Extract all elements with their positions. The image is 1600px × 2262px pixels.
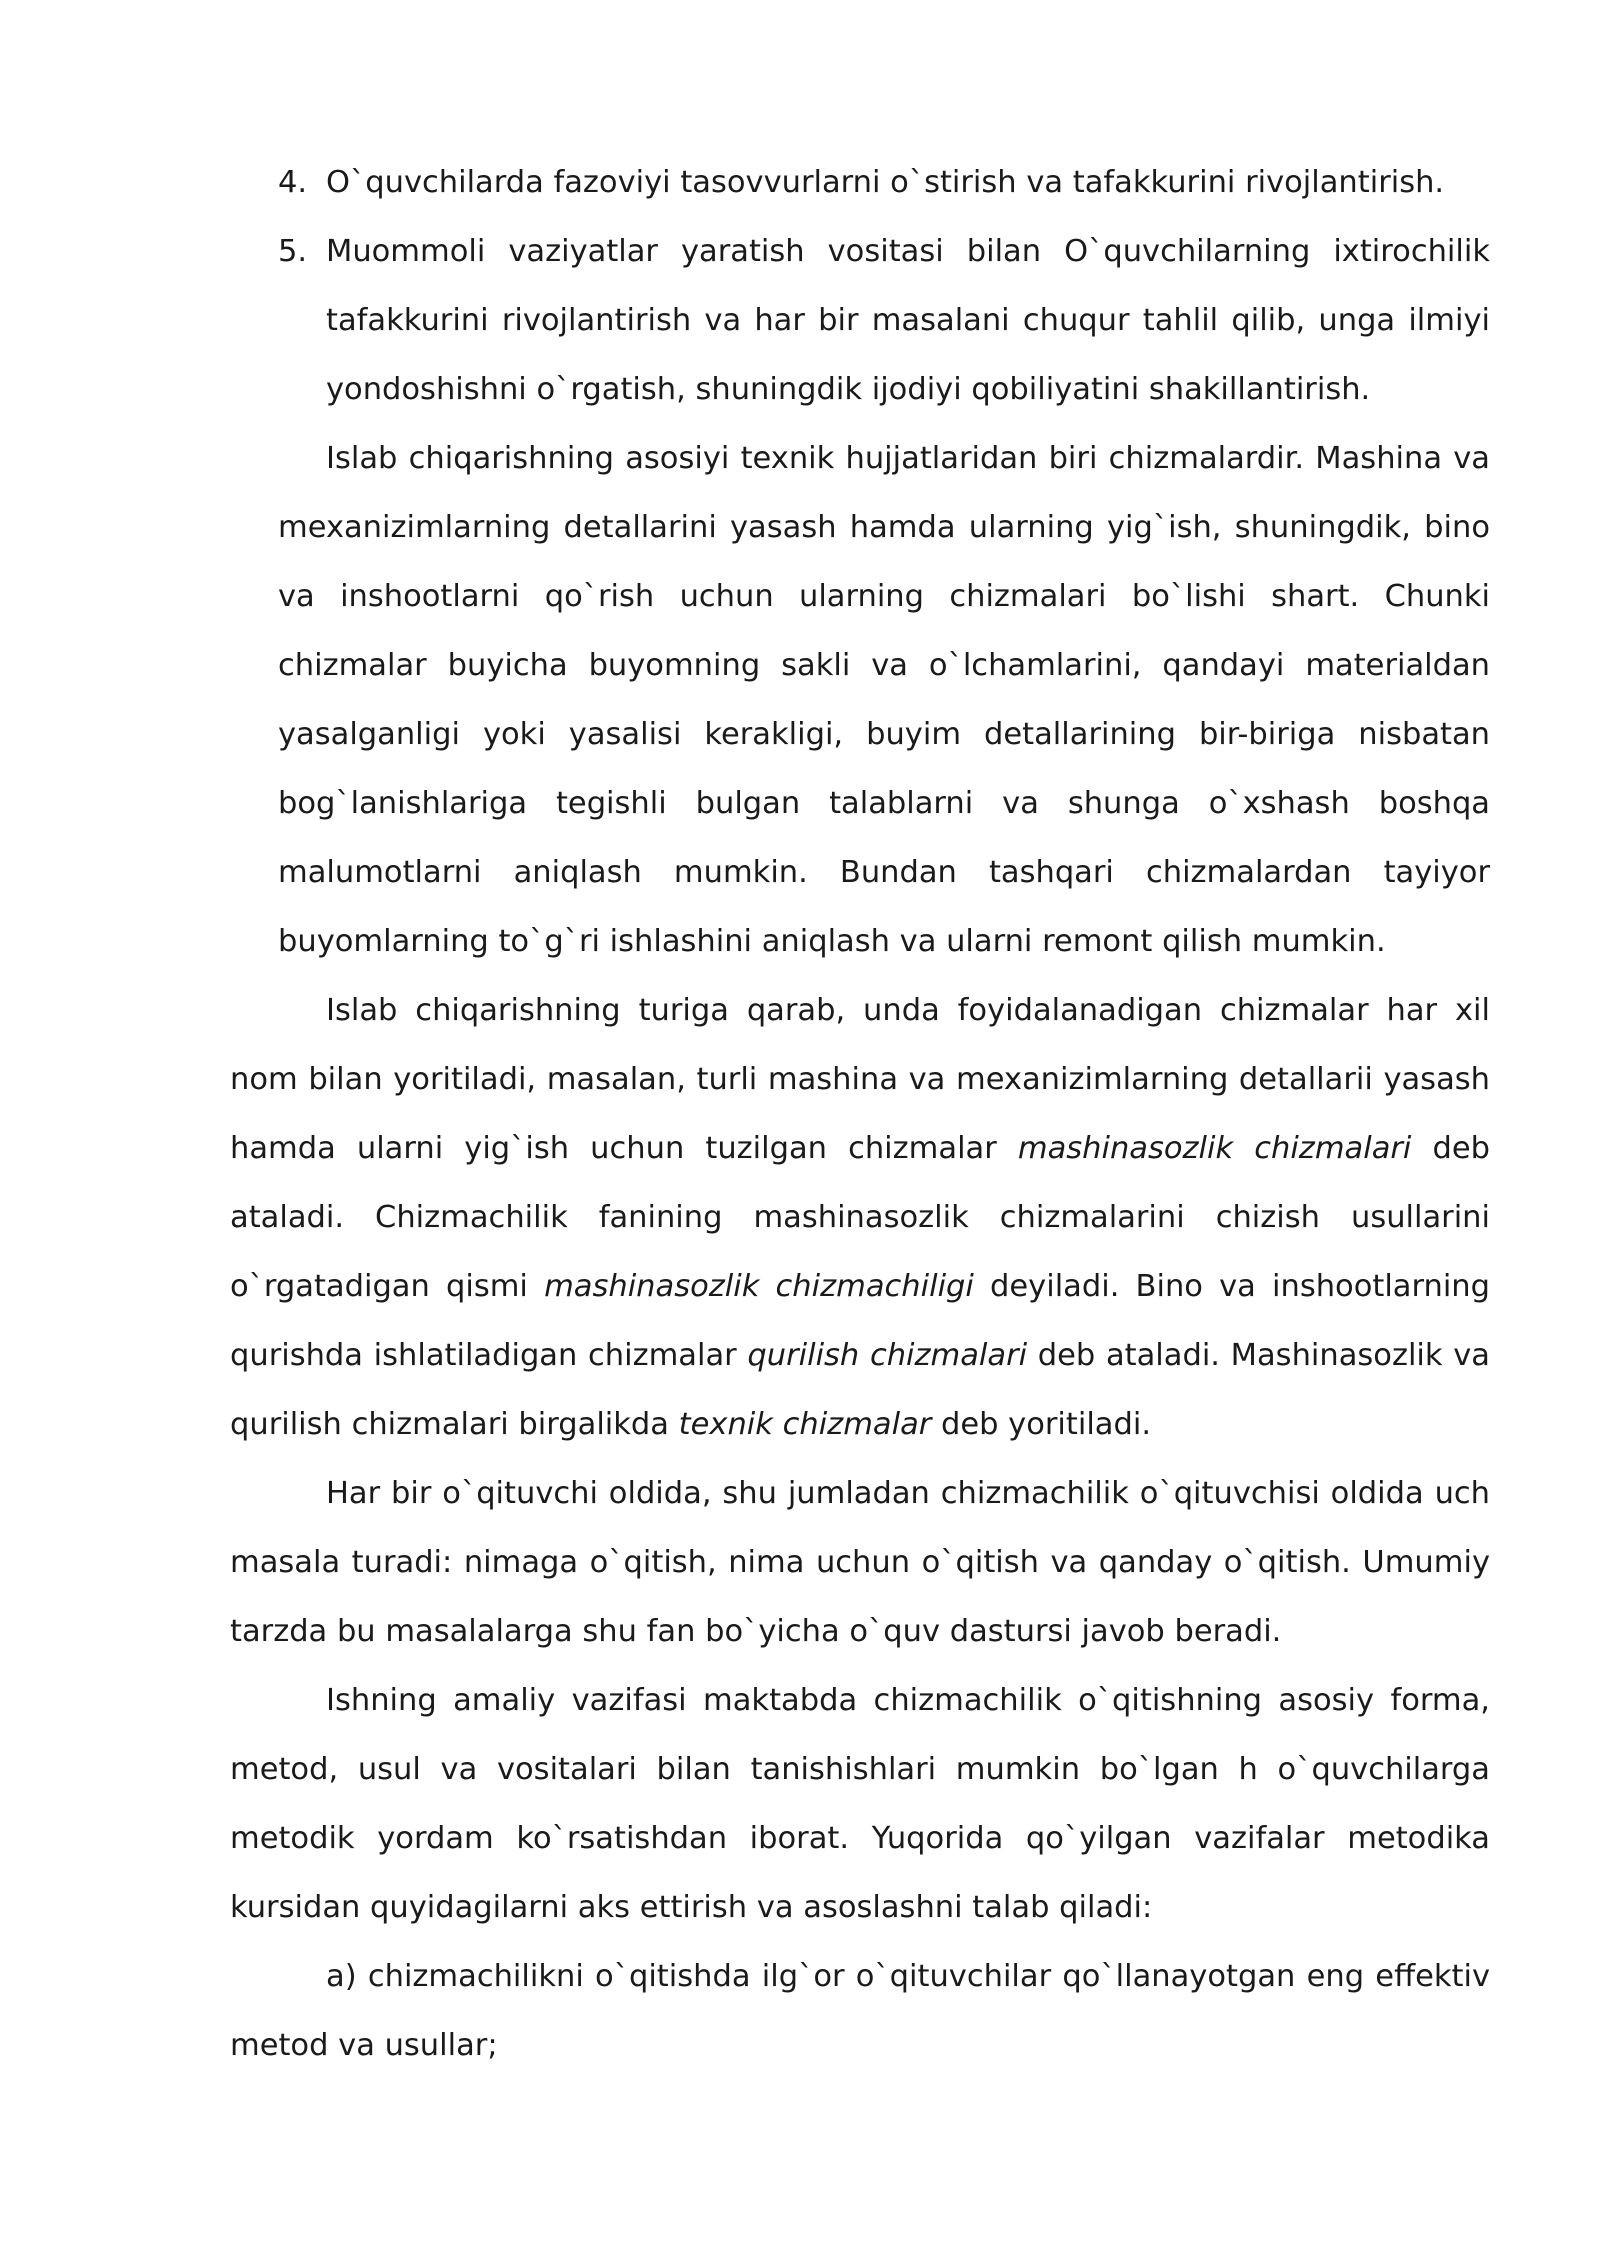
paragraph-item-a: a) chizmachilikni o`qitishda ilg`or o`qituvchilar qo`llanayotgan eng effektiv metod va usullar; [230,1959,1490,2063]
paragraph-teacher-tasks: Har bir o`qituvchi oldida, shu jumladan chizmachilik o`qituvchisi oldida uch masala turadi: nimaga o`qitish, nima uchun o`qitish va qanday o`qitish. Umumiy tarzda bu masalalarga shu fan bo`yicha o`quv dastursi javob beradi. [230,1476,1490,1649]
italic-term: mashinasozlik chizmachiligi [544,1269,974,1304]
paragraph-drawing-types [230,976,1490,1459]
italic-term: qurilish chizmalari [747,1338,1028,1373]
list-item-text: O`quvchilarda fazoviyi tasovvurlarni o`stirish va tafakkurini rivojlantirish. [326,165,1445,200]
italic-term: texnik chizmalar [678,1407,932,1442]
document-body [230,148,1490,2080]
paragraph-text: deb ataladi. Mashinasozlik va qurilish chizmalari birgalikda [230,1338,1490,1442]
list-item-5 [230,217,1490,424]
list-number: 5. [278,234,308,269]
list-item-text: Muommoli vaziyatlar yaratish vositasi bilan O`quvchilarning ixtirochilik tafakkurini rivojlantirish va har bir masalani chuqur tahlil qilib, unga ilmiyi yondoshishni o`rgatish, shuningdik ijodiyi qobiliyatini shakillantirish. [326,234,1490,407]
list-number: 4. [278,165,308,200]
paragraph-text: Islab chiqarishning turiga qarab, unda foyidalanadigan chizmalar har xil nom bilan yoritiladi, masalan, turli mashina va mexanizimlarning detallarii yasash hamda ularni yig`ish uchun tuzilgan chizmalar [230,993,1490,1166]
list-item-4 [230,148,1490,217]
italic-term: mashinasozlik chizmalari [1017,1131,1412,1166]
paragraph-technical-documents: Islab chiqarishning asosiyi texnik hujjatlaridan biri chizmalardir. Mashina va mexanizimlarning detallarini yasash hamda ularning yig`ish, shuningdik, bino va inshootlarni qo`rish uchun ularning chizmalari bo`lishi shart. Chunki chizmalar buyicha buyomning sakli va o`lchamlarini, qandayi materialdan yasalganligi yoki yasalisi kerakligi, buyim detallarining bir-biriga nisbatan bog`lanishlariga tegishli bulgan talablarni va shunga o`xshash boshqa malumotlarni aniqlash mumkin. Bundan tashqari chizmalardan tayiyor buyomlarning to`g`ri ishlashini aniqlash va ularni remont qilish mumkin. [278,441,1490,959]
paragraph-practical-task: Ishning amaliy vazifasi maktabda chizmachilik o`qitishning asosiy forma, metod, usul va vositalari bilan tanishishlari mumkin bo`lgan h o`quvchilarga metodik yordam ko`rsatishdan iborat. Yuqorida qo`yilgan vazifalar metodika kursidan quyidagilarni aks ettirish va asoslashni talab qiladi: [230,1683,1490,1925]
paragraph-text: deyiladi. Bino va inshootlarning qurishda ishlatiladigan chizmalar [230,1269,1490,1373]
paragraph-text: deb ataladi. Chizmachilik fanining mashinasozlik chizmalarini chizish usullarini o`rgatadigan qismi [230,1131,1490,1304]
paragraph-text: deb yoritiladi. [931,1407,1152,1442]
